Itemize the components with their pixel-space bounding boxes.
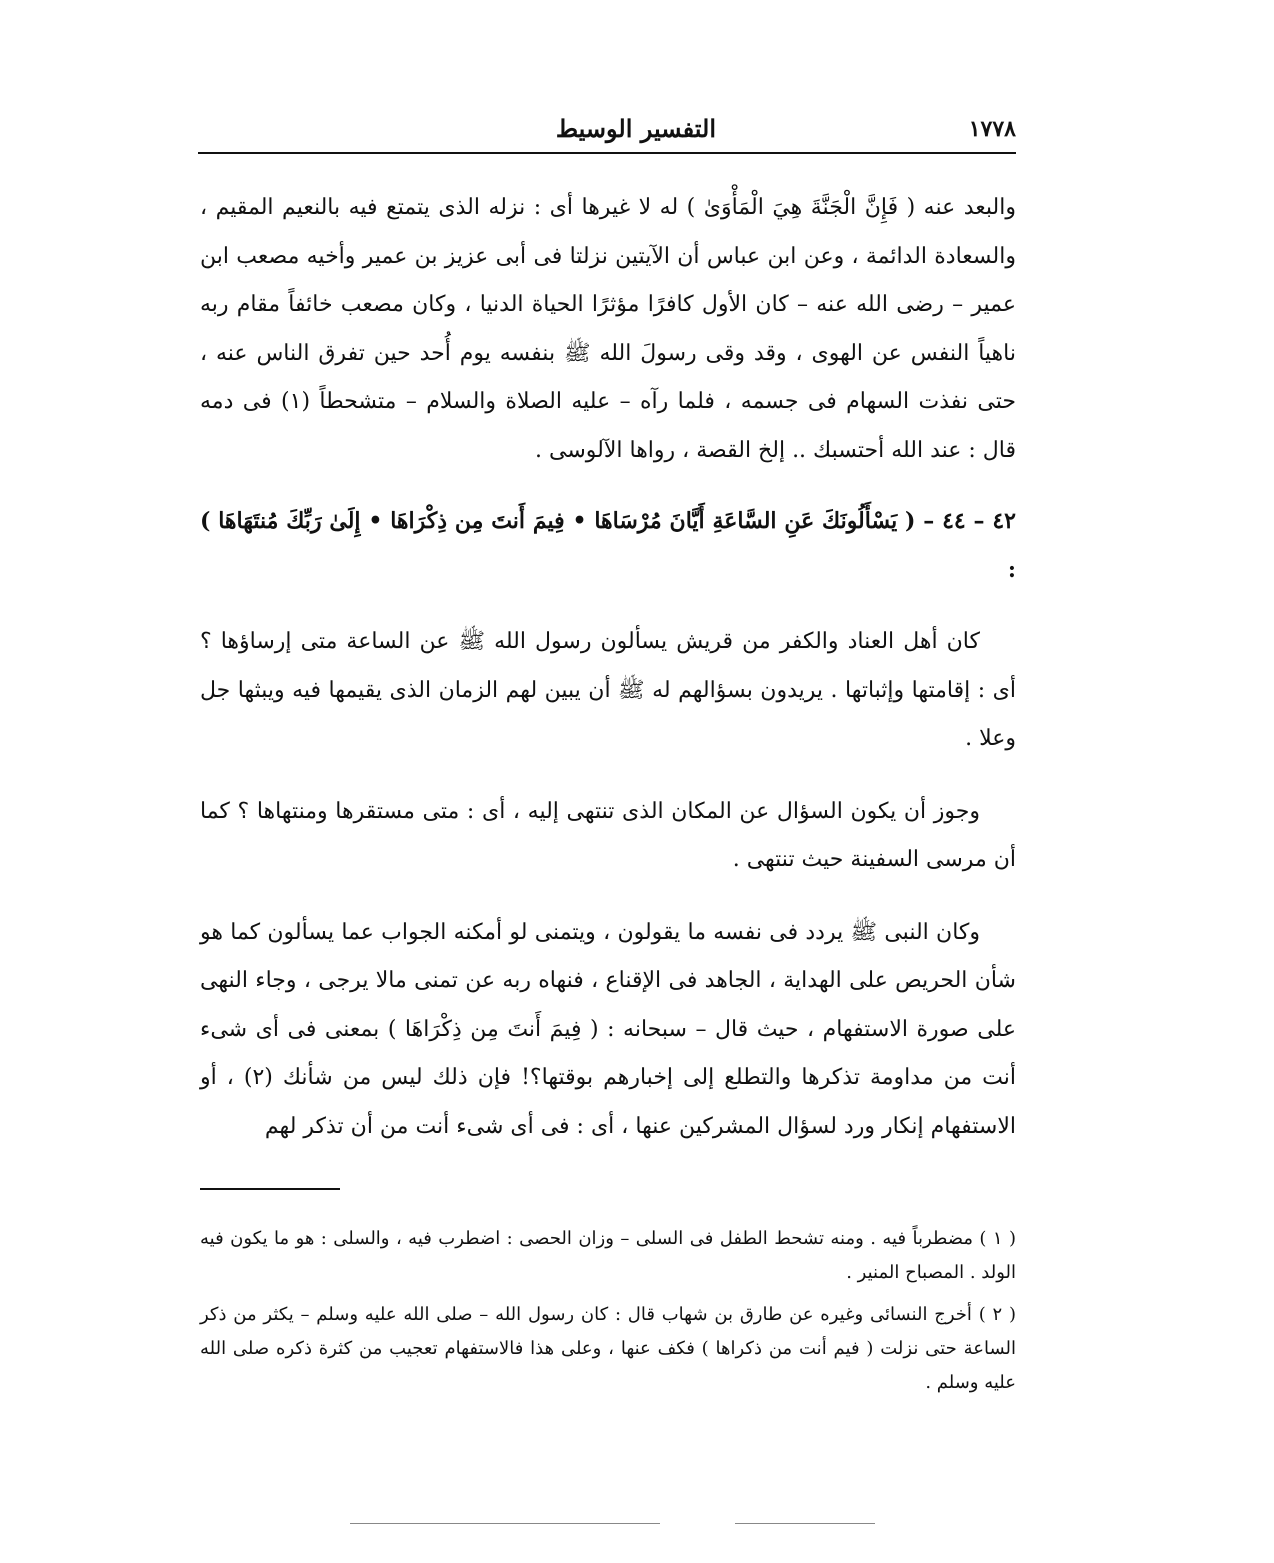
scan-edge-line — [350, 1523, 660, 1524]
main-text — [200, 184, 1016, 1151]
page-number: ١٧٧٨ — [968, 116, 1016, 142]
header-rule — [198, 152, 1016, 154]
footnote-1: ( ١ ) مضطرباً فيه . ومنه تشحط الطفل فى السلى – وزان الحصى : اضطرب فيه ، والسلى : هو ما يكون فيه الولد . المصباح المنير . — [200, 1228, 1017, 1283]
footnotes — [200, 1222, 1016, 1400]
paragraph-2: كان أهل العناد والكفر من قريش يسألون رسول الله ﷺ عن الساعة متى إرساؤها ؟ أى : إقامتها وإثباتها . يريدون بسؤالهم له ﷺ أن يبين لهم الزمان الذى يقيمها فيه ويبثها جل وعلا . — [200, 629, 1016, 751]
page-header — [200, 112, 1016, 152]
scan-edge-line — [735, 1523, 875, 1524]
paragraph-3: وجوز أن يكون السؤال عن المكان الذى تنتهى إليه ، أى : متى مستقرها ومنتهاها ؟ كما أن مرسى السفينة حيث تنتهى . — [200, 798, 1016, 872]
footnote-rule — [200, 1188, 340, 1190]
verse-heading: ٤٢ – ٤٤ – ( يَسْأَلُونَكَ عَنِ السَّاعَةِ أَيَّانَ مُرْسَاهَا • فِيمَ أَنتَ مِن ذِكْرَاهَا • إِلَىٰ رَبِّكَ مُنتَهَاهَا ) : — [200, 508, 1016, 583]
running-title: التفسير الوسيط — [555, 114, 716, 143]
paragraph-1: والبعد عنه ( فَإِنَّ الْجَنَّةَ هِيَ الْمَأْوَىٰ ) له لا غيرها أى : نزله الذى يتمتع فيه بالنعيم المقيم ، والسعادة الدائمة ، وعن ابن عباس أن الآيتين نزلتا فى أبى عزيز بن عمير وأخيه مصعب ابن عمير – رضى الله عنه – كان الأول كافرًا مؤثرًا الحياة الدنيا ، وكان مصعب خائفاً مقام ربه ناهياً النفس عن الهوى ، وقد وقى رسولَ الله ﷺ بنفسه يوم أُحد حين تفرق الناس عنه ، حتى نفذت السهام فى جسمه ، فلما رآه – عليه الصلاة والسلام – متشحطاً (١) فى دمه قال : عند الله أحتسبك .. إلخ القصة ، رواها الآلوسى . — [200, 195, 1016, 463]
footnote-2: ( ٢ ) أخرج النسائى وغيره عن طارق بن شهاب قال : كان رسول الله – صلى الله عليه وسلم – يكثر من ذكر الساعة حتى نزلت ( فيم أنت من ذكراها ) فكف عنها ، وعلى هذا فالاستفهام تعجيب من كثرة ذكره صلى الله عليه وسلم . — [200, 1304, 1016, 1393]
paragraph-4: وكان النبى ﷺ يردد فى نفسه ما يقولون ، ويتمنى لو أمكنه الجواب عما يسألون كما هو شأن الحريص على الهداية ، الجاهد فى الإقناع ، فنهاه ربه عن تمنى مالا يرجى ، وجاء النهى على صورة الاستفهام ، حيث قال – سبحانه : ( فِيمَ أَنتَ مِن ذِكْرَاهَا ) بمعنى فى أى شىء أنت من مداومة تذكرها والتطلع إلى إخبارهم بوقتها؟! فإن ذلك ليس من شأنك (٢) ، أو الاستفهام إنكار ورد لسؤال المشركين عنها ، أى : فى أى شىء أنت من أن تذكر لهم — [200, 919, 1016, 1139]
